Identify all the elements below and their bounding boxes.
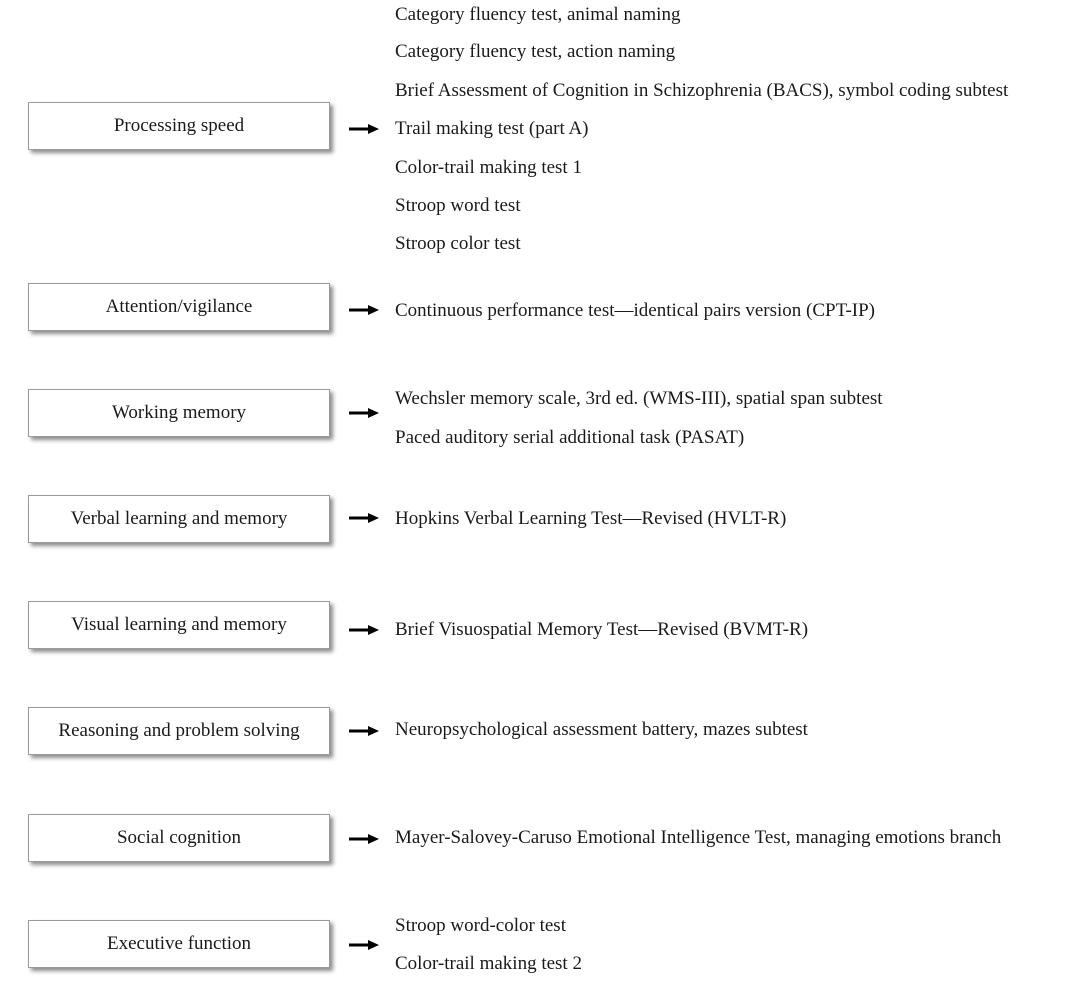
domain-box-processing-speed [28, 102, 330, 150]
test-item: Brief Assessment of Cognition in Schizophrenia (BACS), symbol coding subtest [395, 80, 1009, 101]
test-item: Paced auditory serial additional task (PASAT) [395, 427, 745, 448]
domain-label: Working memory [111, 402, 247, 423]
domain-box-working-memory [28, 389, 330, 437]
domain-label: Visual learning and memory [71, 614, 287, 635]
test-item: Hopkins Verbal Learning Test—Revised (HVLT-R) [395, 508, 787, 529]
domain-box-attention-vigilance [28, 283, 330, 331]
arrow-right-icon [349, 407, 379, 419]
domain-label: Verbal learning and memory [70, 508, 288, 529]
domain-label: Processing speed [113, 115, 245, 136]
domain-label: Attention/vigilance [105, 296, 253, 317]
domain-box-executive-function [28, 920, 330, 968]
domain-box-social-cognition [28, 814, 330, 862]
test-item: Category fluency test, animal naming [395, 4, 681, 25]
test-item: Neuropsychological assessment battery, mazes subtest [395, 719, 808, 740]
test-item: Stroop word test [395, 195, 521, 216]
arrow-right-icon [349, 123, 379, 135]
test-item: Trail making test (part A) [395, 118, 589, 139]
arrow-right-icon [349, 833, 379, 845]
arrow-right-icon [349, 725, 379, 737]
test-item: Mayer-Salovey-Caruso Emotional Intelligence Test, managing emotions branch [395, 827, 1002, 848]
test-item: Color-trail making test 2 [395, 953, 582, 974]
test-item: Wechsler memory scale, 3rd ed. (WMS-III), spatial span subtest [395, 388, 883, 409]
domain-label: Social cognition [116, 827, 241, 848]
arrow-right-icon [349, 939, 379, 951]
domain-label: Executive function [106, 933, 252, 954]
test-item: Brief Visuospatial Memory Test—Revised (BVMT-R) [395, 619, 809, 640]
test-item: Continuous performance test—identical pairs version (CPT-IP) [395, 300, 876, 321]
arrow-right-icon [349, 512, 379, 524]
domain-box-visual-learning-memory [28, 601, 330, 649]
domain-label: Reasoning and problem solving [58, 720, 300, 741]
arrow-right-icon [349, 624, 379, 636]
test-item: Category fluency test, action naming [395, 41, 676, 62]
domain-box-reasoning-problem-solving [28, 707, 330, 755]
domain-box-verbal-learning-memory [28, 495, 330, 543]
test-item: Stroop color test [395, 233, 521, 254]
test-item: Stroop word-color test [395, 915, 566, 936]
test-item: Color-trail making test 1 [395, 157, 582, 178]
arrow-right-icon [349, 304, 379, 316]
